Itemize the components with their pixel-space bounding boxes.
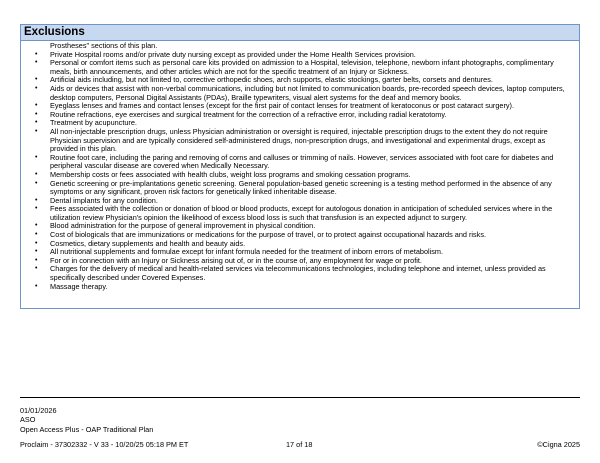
footer-plan: Open Access Plus - OAP Traditional Plan bbox=[20, 424, 154, 434]
list-item-text: Routine foot care, including the paring and removing of corns and calluses or trimming of nails. However, services associated with foot care for diabetes and peripheral vascular disease are covered when Medically Necessary. bbox=[50, 152, 554, 171]
footer-meta-row bbox=[20, 440, 580, 450]
bullet-icon: • bbox=[35, 196, 38, 204]
bullet-icon: • bbox=[35, 282, 38, 290]
bullet-icon: • bbox=[35, 248, 38, 256]
bullet-icon: • bbox=[35, 127, 38, 135]
bullet-icon: • bbox=[35, 84, 38, 92]
list-item-text: Routine refractions, eye exercises and surgical treatment for the correction of a refractive error, including radial keratotomy. bbox=[50, 109, 447, 119]
list-item-text: Cost of biologicals that are immunizations or medications for the purpose of travel, or to protect against occupational hazards and risks. bbox=[50, 230, 487, 240]
list-item-text: Blood administration for the purpose of general improvement in physical condition. bbox=[50, 221, 316, 231]
list-item-text: All non-injectable prescription drugs, unless Physician administration or oversight is required, injectable prescription drugs to the extent they do not require Physician supervision and are typically considered self-administered drugs, non-prescription drugs, and investigational and experimental drugs, except as provided in this plan. bbox=[50, 126, 548, 154]
list-item-text: Private Hospital rooms and/or private duty nursing except as provided under the Home Health Services provision. bbox=[50, 49, 416, 59]
list-item-text: Aids or devices that assist with non-verbal communications, including but not limited to communication boards, pre-recorded speech devices, laptop computers, desktop computers, Personal Digital Assistants (PDAs), Braille typewriters, visual alert systems for the deaf and memory books. bbox=[50, 83, 565, 102]
bullet-icon: • bbox=[35, 239, 38, 247]
section-title: Exclusions bbox=[21, 25, 579, 41]
list-item-text: Fees associated with the collection or donation of blood or blood products, except for autologous donation in anticipation of scheduled services where in the utilization review Physician's opinion the likelihood of excess blood loss is such that transfusion is an expected adjunct to surgery. bbox=[50, 204, 553, 222]
bullet-icon: • bbox=[35, 170, 38, 178]
list-item bbox=[21, 283, 573, 292]
list-item-text: Genetic screening or pre-implantations genetic screening. General population-based genetic screening is a testing method performed in the absence of any symptoms or any significant, proven risk factors for genetically linked inheritable disease. bbox=[50, 178, 552, 197]
continuation-text: Prostheses" sections of this plan. bbox=[50, 41, 158, 50]
bullet-icon: • bbox=[35, 102, 38, 110]
bullet-icon: • bbox=[35, 231, 38, 239]
list-item bbox=[21, 85, 573, 102]
bullet-icon: • bbox=[35, 119, 38, 127]
list-item-text: Cosmetics, dietary supplements and health and beauty aids. bbox=[50, 238, 246, 248]
list-item-text: Dental implants for any condition. bbox=[50, 195, 158, 205]
list-item bbox=[21, 205, 573, 222]
list-item-text: Massage therapy. bbox=[50, 281, 108, 291]
list-item bbox=[21, 59, 573, 76]
list-item-text: Treatment by acupuncture. bbox=[50, 118, 137, 128]
list-item-text: Eyeglass lenses and frames and contact lenses (except for the first pair of contact lenses for treatment of keratoconus or post cataract surgery). bbox=[50, 101, 514, 111]
list-item bbox=[21, 265, 573, 282]
list-item bbox=[21, 180, 573, 197]
exclusions-section bbox=[20, 24, 580, 309]
list-item-text: Charges for the delivery of medical and health-related services via telecommunications technologies, including telephone and internet, unless provided as specifically described under Covered Expenses. bbox=[50, 264, 546, 283]
list-item bbox=[21, 154, 573, 171]
bullet-icon: • bbox=[35, 179, 38, 187]
list-item bbox=[21, 128, 573, 154]
list-item-text: Membership costs or fees associated with health clubs, weight loss programs and smoking cessation programs. bbox=[50, 169, 411, 179]
list-item-text: Personal or comfort items such as personal care kits provided on admission to a Hospital, television, telephone, newborn infant photographs, complimentary meals, birth announcements, and other articles which are not for the specific treatment of an Injury or Sickness. bbox=[50, 58, 554, 76]
list-item-text: All nutritional supplements and formulae except for infant formula needed for the treatment of inborn errors of metabolism. bbox=[50, 247, 444, 257]
bullet-icon: • bbox=[35, 265, 38, 273]
bullet-icon: • bbox=[35, 153, 38, 161]
bullet-icon: • bbox=[35, 59, 38, 67]
bullet-icon: • bbox=[35, 256, 38, 264]
bullet-icon: • bbox=[35, 110, 38, 118]
list-item-text: For or in connection with an Injury or Sickness arising out of, or in the course of, any employment for wage or profit. bbox=[50, 255, 422, 265]
footer-date: 01/01/2026 bbox=[20, 406, 57, 415]
bullet-icon: • bbox=[35, 205, 38, 213]
footer-proclaim: Proclaim - 37302332 - V 33 - 10/20/25 05:18 PM ET bbox=[20, 440, 189, 449]
footer-copyright: ©Cigna 2025 bbox=[537, 440, 580, 449]
bullet-icon: • bbox=[35, 50, 38, 58]
footer bbox=[20, 397, 580, 434]
exclusions-list bbox=[21, 51, 579, 292]
footer-funding: ASO bbox=[20, 415, 36, 425]
bullet-icon: • bbox=[35, 222, 38, 230]
bullet-icon: • bbox=[35, 76, 38, 84]
list-item-text: Artificial aids including, but not limited to, corrective orthopedic shoes, arch supports, elastic stockings, garter belts, corsets and dentures. bbox=[50, 75, 493, 85]
footer-page-number: 17 of 18 bbox=[286, 440, 313, 449]
